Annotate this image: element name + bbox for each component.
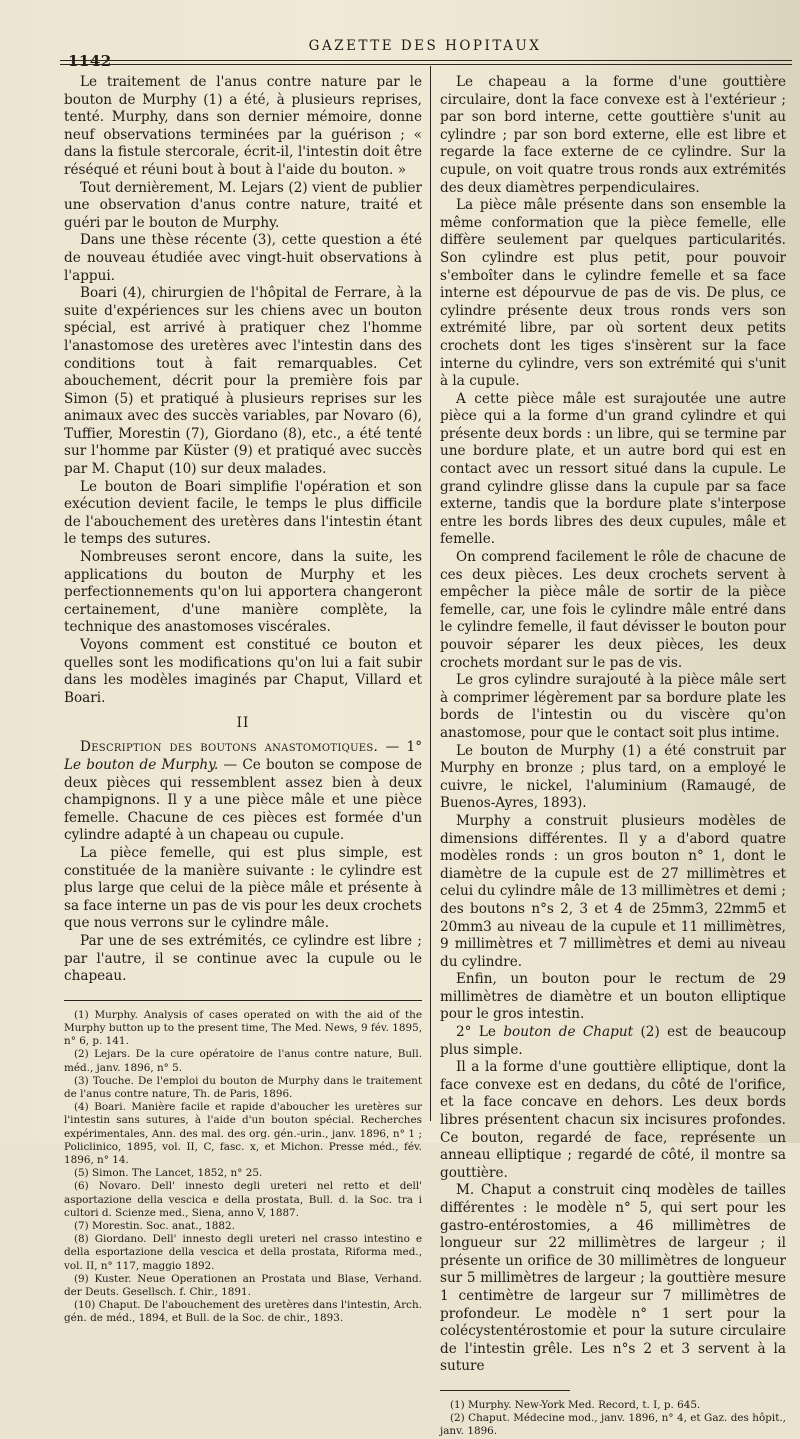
footnote: (3) Touche. De l'emploi du bouton de Murphy dans le traitement de l'anus contre nature, Th. de Paris, 1896. xyxy=(64,1074,422,1100)
paragraph: Le chapeau a la forme d'une gouttière circulaire, dont la face convexe est à l'extérieur ; par son bord interne, cette gouttière s'unit au cylindre ; par son bord externe, elle est libre et regarde la face externe de ce cylindre. Sur la cupule, on voit quatre trous ronds aux extrémités des deux diamètres perpendiculaires. xyxy=(440,74,786,196)
paragraph: Le bouton de Boari simplifie l'opération et son exécution devient facile, le temps le plus difficile de l'abouchement des uretères dans l'intestin étant le temps des sutures. xyxy=(64,478,422,548)
page-number: 1142 xyxy=(68,52,112,70)
footnotes xyxy=(64,1009,422,1326)
footnote: (7) Morestin. Soc. anat., 1882. xyxy=(74,1219,235,1232)
paragraph: Le bouton de Murphy (1) a été construit par Murphy en bronze ; plus tard, on a employé le cuivre, le nickel, l'aluminium (Ramaugé, de Buenos-Ayres, 1893). xyxy=(440,742,786,812)
column-divider xyxy=(430,66,431,1121)
paragraph: Tout dernièrement, M. Lejars (2) vient de publier une observation d'anus contre nature, traité et guéri par le bouton de Murphy. xyxy=(64,179,422,231)
paragraph: Il a la forme d'une gouttière elliptique, dont la face convexe est en dedans, du côté de l'orifice, et la face concave en dehors. Les deux bords libres présentent chacun six incisures profondes. Ce bouton, regardé de face, représente un anneau elliptique ; regardé de côté, il montre sa gouttière. xyxy=(440,1059,786,1181)
footnote: (1) Murphy. New-York Med. Record, t. I, p. 645. xyxy=(450,1398,701,1411)
section-intro: — Ce bouton se compose de deux pièces qui ressemblent assez bien à deux champignons. Il y a une pièce mâle et une pièce femelle. Chacune de ces pièces est formée d'un cylindre adapté à un chapeau ou cupule. xyxy=(64,756,422,844)
footnote: (10) Chaput. De l'abouchement des uretères dans l'intestin, Arch. gén. de méd., 1894, et Bull. de la Soc. de chir., 1893. xyxy=(64,1299,422,1325)
footnote: (4) Boari. Manière facile et rapide d'aboucher les uretères sur l'intestin sans sutures, à l'aide d'un bouton spécial. Recherches expérimentales, Ann. des mal. des org. gén.-urin., janv. 1896, n° 1 ; Policlinico, 1895, vol. II, C, fasc. x, et Michon. Presse méd., fév. 1896, n° 14. xyxy=(64,1101,422,1166)
footnote: (6) Novaro. Dell' innesto degli ureteri nel retto et dell' asportazione della vescica e della prostata, Bull. d. la Soc. tra i cultori d. Scienze med., Siena, anno V, 1887. xyxy=(64,1180,422,1219)
paragraph: Le gros cylindre surajouté à la pièce mâle sert à comprimer légèrement par sa bordure plate les bords de l'intestin ou du viscère qu'on anastomose, pour que le contact soit plus intime. xyxy=(440,672,786,741)
section-paragraph xyxy=(64,739,422,845)
right-column xyxy=(440,74,786,1439)
paragraph: Murphy a construit plusieurs modèles de dimensions différentes. Il y a d'abord quatre modèles ronds : un gros bouton n° 1, dont le diamètre de la cupule est de 27 millimètres et celui du cylindre mâle de 13 millimètres et demi ; des boutons n°s 2, 3 et 4 de 25mm3, 22mm5 et 20mm3 au niveau de la cupule et 11 millimètres, 9 millimètres et 7 millimètres et demi au niveau du cylindre. xyxy=(440,812,786,970)
paragraph: Boari (4), chirurgien de l'hôpital de Ferrare, à la suite d'expériences sur les chiens avec un bouton spécial, est arrivé à pratiquer chez l'homme l'anastomose des uretères avec l'intestin dans des conditions tout à fait remarquables. Cet abouchement, décrit pour la première fois par Simon (5) et pratiqué à plusieurs reprises sur les animaux avec des succès variables, par Novaro (6), Tuffier, Morestin (7), Giordano (8), etc., a été tenté sur l'homme par Küster (9) et pratiqué avec succès par M. Chaput (10) sur deux malades. xyxy=(64,285,422,478)
paragraph: A cette pièce mâle est surajoutée une autre pièce qui a la forme d'un grand cylindre et qui présente deux bords : un libre, qui se termine par une bordure plate, et un autre bord qui est en contact avec un ressort situé dans la cupule. Le grand cylindre glisse dans la cupule par sa face externe, tandis que la bordure plate s'interpose entre les bords libres des deux cupules, mâle et femelle. xyxy=(440,390,786,548)
section-subheading: Le bouton de Murphy. xyxy=(64,756,219,773)
footnote: (2) Chaput. Médecine mod., janv. 1896, n° 4, et Gaz. des hôpit., janv. 1896. xyxy=(440,1412,786,1438)
footnotes xyxy=(440,1399,786,1439)
paragraph: Voyons comment est constitué ce bouton et quelles sont les modifications qu'on lui a fait subir dans les modèles imaginés par Chaput, Villard et Boari. xyxy=(64,637,422,706)
paragraph: Par une de ses extrémités, ce cylindre est libre ; par l'autre, il se continue avec la cupule ou le chapeau. xyxy=(64,932,422,985)
left-column xyxy=(64,74,422,1326)
paragraph: M. Chaput a construit cinq modèles de tailles différentes : le modèle n° 5, qui sert pour les gastro-entérostomies, a 46 millimètres de longueur sur 22 millimètres de largeur ; il présente un orifice de 30 millimètres de longueur sur 5 millimètres de largeur ; la gouttière mesure 1 centimètre de largeur sur 7 millimètres de profondeur. Le modèle n° 1 sert pour la colécystentérostomie et pour la suture circulaire de l'intestin grêle. Les n°s 2 et 3 servent à la suture xyxy=(440,1182,786,1375)
footnote: (2) Lejars. De la cure opératoire de l'anus contre nature, Bull. méd., janv. 1896, n° 5. xyxy=(64,1048,422,1074)
footnote: (5) Simon. The Lancet, 1852, n° 25. xyxy=(74,1167,263,1180)
footnotes-rule xyxy=(64,1000,422,1001)
journal-title: GAZETTE DES HOPITAUX xyxy=(308,38,542,54)
section-sub-number: — 1° xyxy=(385,739,422,756)
footnotes-rule xyxy=(440,1390,570,1391)
chaput-paragraph xyxy=(440,1024,786,1059)
paragraph: La pièce femelle, qui est plus simple, est constituée de la manière suivante : le cylindre est plus large que celui de la pièce mâle et présente à sa face interne un pas de vis pour les deux crochets que nous verrons sur le cylindre mâle. xyxy=(64,844,422,932)
paragraph: Enfin, un bouton pour le rectum de 29 millimètres de diamètre et un bouton elliptique pour le gros intestin. xyxy=(440,971,786,1023)
footnote: (8) Giordano. Dell' innesto degli ureteri nel crasso intestino e della esportazione della vescica et della prostata, Riforma med., vol. II, n° 117, maggio 1892. xyxy=(64,1233,422,1272)
chaput-title: bouton de Chaput xyxy=(503,1024,634,1041)
header-rule-bottom xyxy=(60,64,792,65)
paragraph: Nombreuses seront encore, dans la suite, les applications du bouton de Murphy et les perfectionnements qu'on lui apportera changeront certainement, d'une manière complète, la technique des anastomoses viscérales. xyxy=(64,549,422,636)
paragraph: Dans une thèse récente (3), cette question a été de nouveau étudiée avec vingt-huit observations à l'appui. xyxy=(64,232,422,284)
paragraph: On comprend facilement le rôle de chacune de ces deux pièces. Les deux crochets servent à empêcher la pièce mâle de sortir de la pièce femelle, car, une fois le cylindre mâle entré dans le cylindre femelle, il faut dévisser le bouton pour pouvoir séparer les deux pièces, les deux crochets mordant sur le pas de vis. xyxy=(440,549,786,671)
paragraph: Le traitement de l'anus contre nature par le bouton de Murphy (1) a été, à plusieurs reprises, tenté. Murphy, dans son dernier mémoire, donne neuf observations terminées par la guérison ; « dans la fistule stercorale, écrit-il, l'intestin doit être réséqué et réuni bout à bout à l'aide du bouton. » xyxy=(64,74,422,178)
paragraph: La pièce mâle présente dans son ensemble la même conformation que la pièce femelle, elle diffère seulement par quelques particularités. Son cylindre est plus petit, pour pouvoir s'emboîter dans le cylindre femelle et sa face interne est dépourvue de pas de vis. De plus, ce cylindre présente deux trous ronds vers son extrémité libre, par où sortent deux petits crochets dont les tiges s'insèrent sur la face interne du cylindre, vers son extrémité qui s'unit à la cupule. xyxy=(440,197,786,390)
section-number: II xyxy=(236,715,250,732)
chaput-text: (2) est de beaucoup plus simple. xyxy=(440,1024,787,1058)
section-heading: Description des boutons anastomotiques. xyxy=(80,739,379,756)
header-rule-top xyxy=(60,60,792,61)
footnote: (1) Murphy. Analysis of cases operated on with the aid of the Murphy button up to the present time, The Med. News, 9 fév. 1895, n° 6, p. 141. xyxy=(64,1008,422,1048)
chaput-number: 2° Le xyxy=(456,1024,496,1041)
footnote: (9) Kuster. Neue Operationen an Prostata und Blase, Verhand. der Deuts. Gesellsch. f. Chir., 1891. xyxy=(64,1272,422,1298)
